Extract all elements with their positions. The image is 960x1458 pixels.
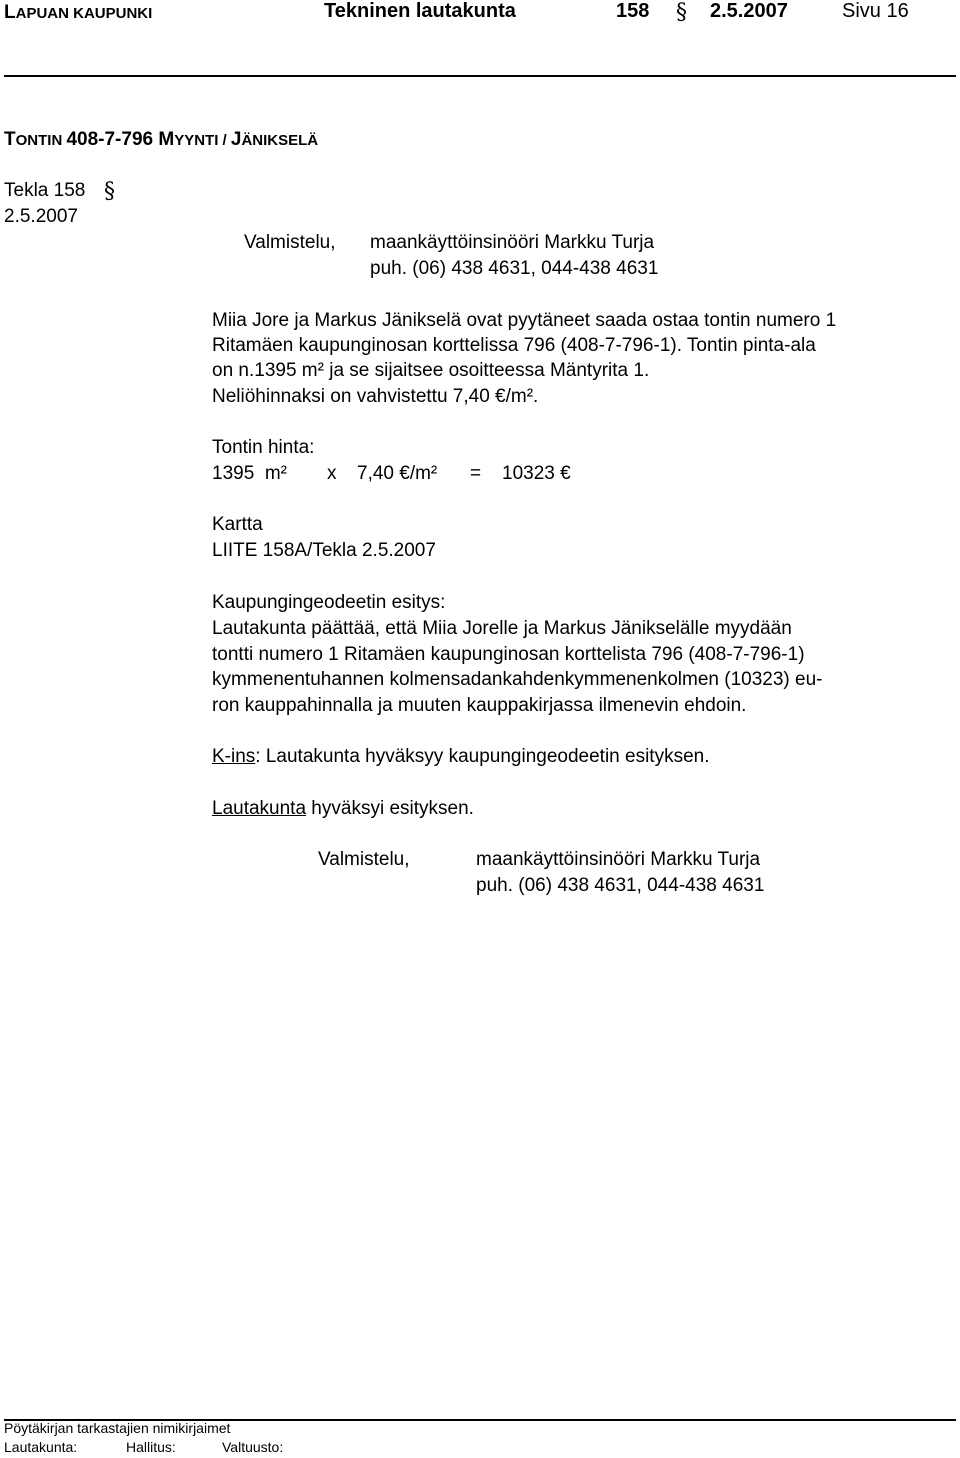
price-multiply: x <box>327 463 337 484</box>
price-unit: 7,40 €/m² <box>357 463 438 484</box>
footer-lautakunta: Lautakunta: <box>4 1439 78 1455</box>
header-date: 2.5.2007 <box>710 0 788 22</box>
kins-label: K-ins <box>212 746 256 767</box>
price-equals: = <box>470 463 482 484</box>
preparer-top-label: Valmistelu, <box>244 232 336 253</box>
meeting-section-sign: § <box>104 179 115 204</box>
kins-statement <box>212 746 710 768</box>
kins-text: : Lautakunta hyväksyy kaupungingeodeetin esityksen. <box>255 746 710 767</box>
proposal-line-4: ron kauppahinnalla ja muuten kauppakirjassa ilmenevin ehdoin. <box>212 695 747 716</box>
preparer-top-phone: puh. (06) 438 4631, 044-438 4631 <box>370 258 659 279</box>
price-label: Tontin hinta: <box>212 437 315 458</box>
header-section-sign: § <box>676 0 687 25</box>
footer-hallitus: Hallitus: <box>126 1439 176 1455</box>
meeting-date: 2.5.2007 <box>4 206 78 227</box>
header-organization-initial: L <box>4 2 16 23</box>
footer-valtuusto: Valtuusto: <box>222 1439 284 1455</box>
map-attachment-ref: LIITE 158A/Tekla 2.5.2007 <box>212 540 436 561</box>
body-line-3: on n.1395 m² ja se sijaitsee osoitteessa Mäntyrita 1. <box>212 360 650 381</box>
page-title: TONTIN 408-7-796 MYYNTI / JÄNIKSELÄ <box>4 129 319 150</box>
price-total: 10323 € <box>502 463 571 484</box>
header-organization-rest: APUAN KAUPUNKI <box>15 5 153 22</box>
header-board: Tekninen lautakunta <box>324 0 516 22</box>
preparer-top-name: maankäyttöinsinööri Markku Turja <box>370 232 655 253</box>
footer-title: Pöytäkirjan tarkastajien nimikirjaimet <box>4 1420 231 1436</box>
proposal-line-1: Lautakunta päättää, että Miia Jorelle ja Markus Jänikselälle myydään <box>212 618 792 639</box>
decision-label: Lautakunta <box>212 798 307 819</box>
header-divider <box>4 75 956 77</box>
body-line-2: Ritamäen kaupunginosan korttelissa 796 (408-7-796-1). Tontin pinta-ala <box>212 335 816 356</box>
meeting-label: Tekla 158 <box>4 180 86 201</box>
proposal-line-2: tontti numero 1 Ritamäen kaupunginosan korttelista 796 (408-7-796-1) <box>212 644 805 665</box>
proposal-label: Kaupungingeodeetin esitys: <box>212 592 446 613</box>
price-area: 1395 m² <box>212 463 287 484</box>
header-section-number: 158 <box>616 0 650 22</box>
body-line-4: Neliöhinnaksi on vahvistettu 7,40 €/m². <box>212 386 539 407</box>
proposal-line-3: kymmenentuhannen kolmensadankahdenkymmenenkolmen (10323) eu- <box>212 669 823 690</box>
decision-text: hyväksyi esityksen. <box>306 798 474 819</box>
preparer-bottom-name: maankäyttöinsinööri Markku Turja <box>476 849 761 870</box>
decision-statement <box>212 798 474 820</box>
header-organization <box>4 2 152 24</box>
preparer-bottom-label: Valmistelu, <box>318 849 410 870</box>
preparer-bottom-phone: puh. (06) 438 4631, 044-438 4631 <box>476 875 765 896</box>
body-line-1: Miia Jore ja Markus Jänikselä ovat pyytäneet saada ostaa tontin numero 1 <box>212 310 837 331</box>
header-page: Sivu 16 <box>842 0 909 22</box>
map-label: Kartta <box>212 514 263 535</box>
